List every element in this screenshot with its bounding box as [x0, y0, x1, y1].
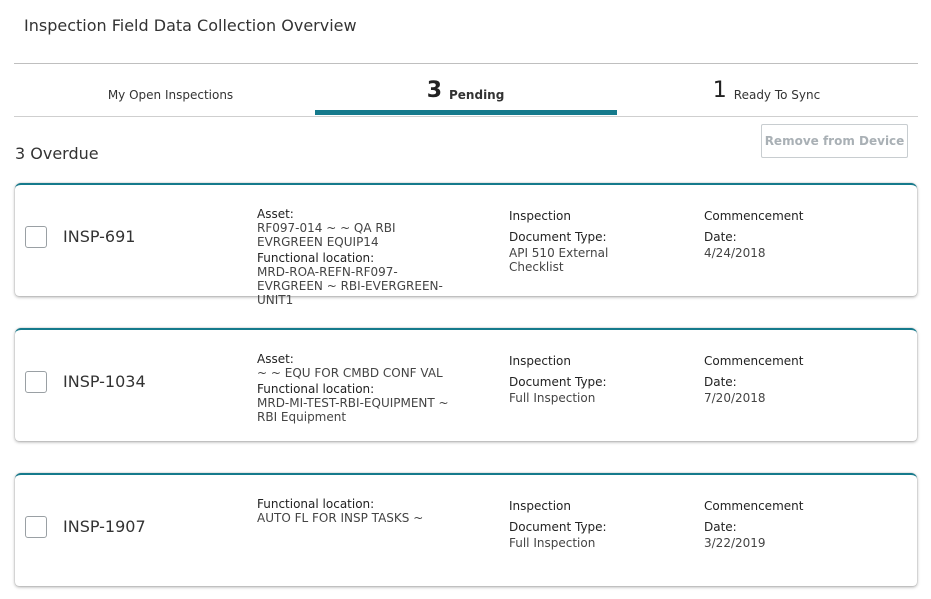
- asset-label: Asset:: [257, 207, 294, 221]
- asset-label: Asset:: [257, 352, 294, 366]
- select-checkbox[interactable]: [25, 516, 47, 538]
- document-type-label: Document Type:: [509, 230, 607, 244]
- functional-location-label: Functional location:: [257, 382, 375, 396]
- inspection-card[interactable]: [15, 183, 917, 307]
- functional-location-value: MRD-MI-TEST-RBI-EQUIPMENT ~ RBI Equipment: [257, 396, 449, 424]
- tab-bar: [14, 64, 918, 116]
- document-type-value: Full Inspection: [509, 391, 596, 405]
- date-value: 4/24/2018: [704, 246, 766, 260]
- document-type-value: Full Inspection: [509, 536, 596, 550]
- commencement-column: [704, 209, 864, 260]
- tab-my-open-inspections[interactable]: [20, 64, 321, 116]
- commencement-column: [704, 354, 864, 405]
- select-checkbox[interactable]: [25, 226, 47, 248]
- asset-value: ~ ~ EQU FOR CMBD CONF VAL: [257, 366, 443, 380]
- date-label: Date:: [704, 520, 737, 534]
- inspection-id: INSP-691: [63, 227, 136, 246]
- tab-count: 1: [712, 78, 727, 103]
- inspection-column: [509, 209, 659, 274]
- tab-pending[interactable]: [315, 64, 616, 116]
- date-label: Date:: [704, 375, 737, 389]
- remove-from-device-button[interactable]: Remove from Device: [761, 124, 908, 158]
- overdue-count: 3 Overdue: [15, 144, 99, 163]
- commencement-column: [704, 499, 864, 550]
- commencement-label: Commencement: [704, 354, 804, 368]
- document-type-label: Document Type:: [509, 520, 607, 534]
- date-value: 3/22/2019: [704, 536, 766, 550]
- select-checkbox[interactable]: [25, 371, 47, 393]
- inspection-label: Inspection: [509, 499, 571, 513]
- commencement-label: Commencement: [704, 209, 804, 223]
- functional-location-label: Functional location:: [257, 497, 375, 511]
- asset-column: [257, 497, 457, 525]
- functional-location-label: Functional location:: [257, 251, 375, 265]
- inspection-id: INSP-1907: [63, 517, 146, 536]
- inspection-id: INSP-1034: [63, 372, 146, 391]
- tab-label: My Open Inspections: [107, 88, 234, 102]
- asset-column: [257, 352, 457, 424]
- inspection-column: [509, 354, 659, 405]
- tab-ready-to-sync[interactable]: [616, 64, 917, 116]
- document-type-value: API 510 External Checklist: [509, 246, 609, 274]
- functional-location-value: AUTO FL FOR INSP TASKS ~: [257, 511, 424, 525]
- functional-location-value: MRD-ROA-REFN-RF097-EVRGREEN ~ RBI-EVERGREEN-UNIT1: [257, 265, 443, 307]
- inspection-card[interactable]: [15, 473, 917, 586]
- active-tab-indicator: [315, 110, 617, 115]
- inspection-label: Inspection: [509, 209, 571, 223]
- tab-label: Pending: [449, 88, 505, 102]
- inspection-label: Inspection: [509, 354, 571, 368]
- inspection-card[interactable]: [15, 328, 917, 441]
- date-label: Date:: [704, 230, 737, 244]
- inspection-column: [509, 499, 659, 550]
- commencement-label: Commencement: [704, 499, 804, 513]
- page-title: Inspection Field Data Collection Overview: [24, 16, 357, 35]
- tabs-divider: [14, 116, 918, 117]
- tab-label: Ready To Sync: [733, 88, 821, 102]
- tab-count: 3: [426, 78, 442, 103]
- document-type-label: Document Type:: [509, 375, 607, 389]
- asset-column: [257, 207, 457, 307]
- asset-value: RF097-014 ~ ~ QA RBI EVRGREEN EQUIP14: [257, 221, 396, 249]
- date-value: 7/20/2018: [704, 391, 766, 405]
